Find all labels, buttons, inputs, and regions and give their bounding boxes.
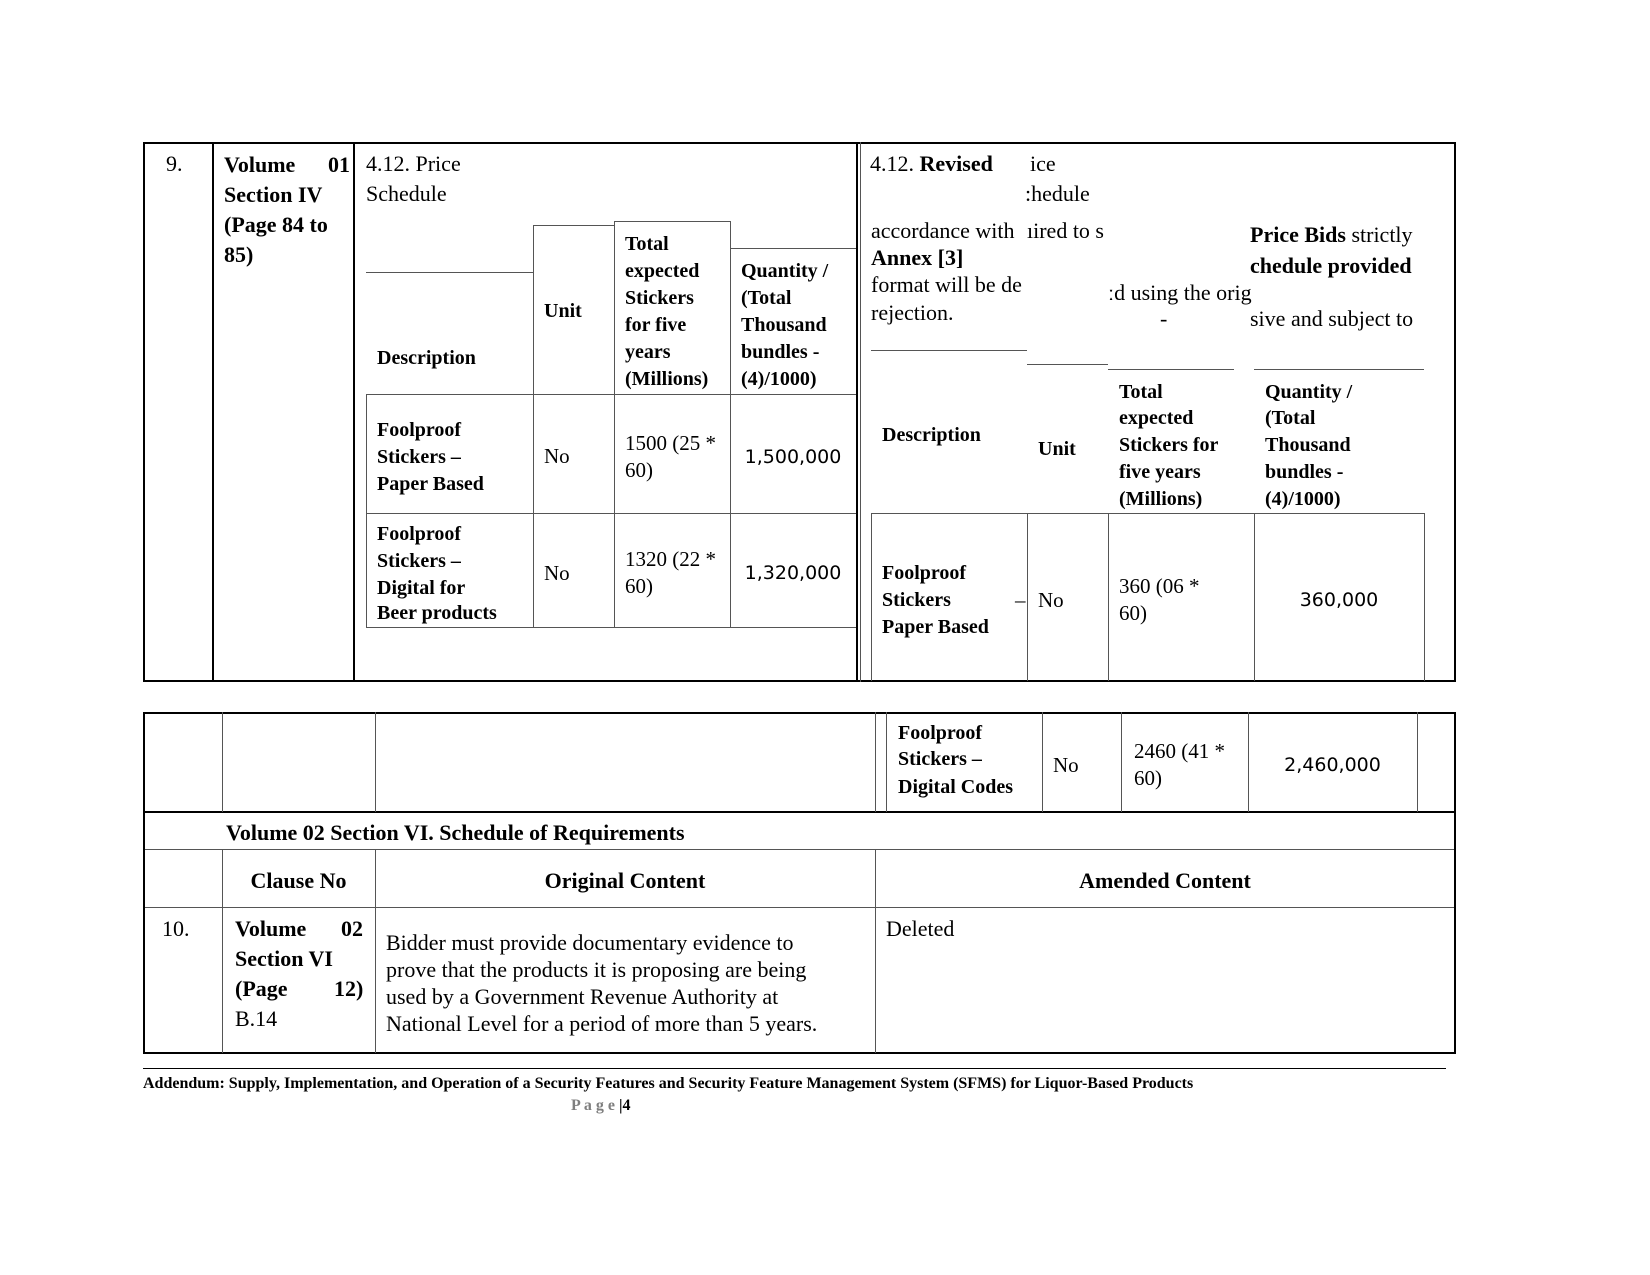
footer-title: Addendum: Supply, Implementation, and Operation of a Security Features and Security Feature Management System (SFMS) for Liquor-Based Products <box>143 1075 1194 1092</box>
orig-header-description: Description <box>377 347 476 369</box>
section-heading: Volume 02 Section VI. Schedule of Requirements <box>226 820 685 845</box>
footer-rule <box>143 1068 1446 1069</box>
rev-header-description: Description <box>882 424 981 446</box>
row-9-number: 9. <box>166 151 183 176</box>
rev-header-unit: Unit <box>1038 438 1076 460</box>
column-amended-content: Amended Content <box>1079 868 1251 893</box>
row-10-number: 10. <box>162 916 190 941</box>
column-original-content: Original Content <box>544 868 706 893</box>
orig-header-unit: Unit <box>544 300 582 322</box>
row-10-amended-content: Deleted <box>886 916 955 941</box>
page-number: P a g e |4 <box>571 1097 631 1114</box>
column-clause-no: Clause No <box>250 868 347 893</box>
